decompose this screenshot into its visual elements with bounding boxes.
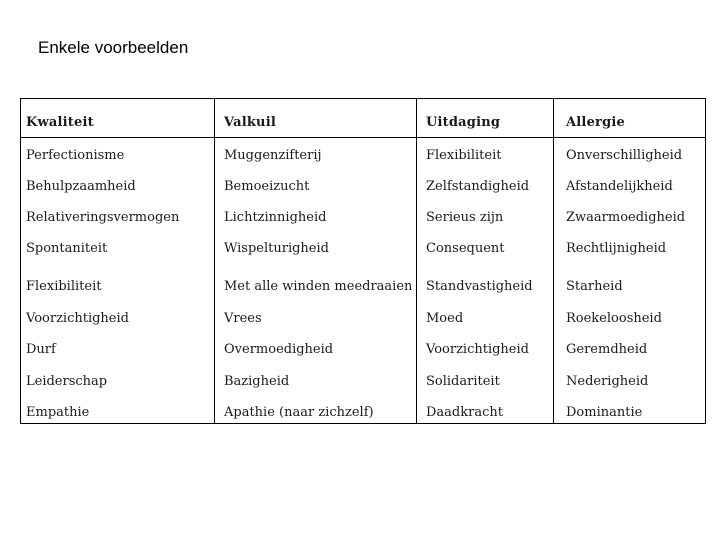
cell-uitdaging: Solidariteit [426,374,500,389]
cell-allergie: Roekeloosheid [566,311,662,326]
cell-valkuil: Bemoeizucht [224,179,310,194]
cell-uitdaging: Standvastigheid [426,279,533,294]
cell-allergie: Starheid [566,279,623,294]
header-uitdaging: Uitdaging [426,115,501,130]
header-allergie: Allergie [566,115,625,130]
cell-uitdaging: Voorzichtigheid [426,342,529,357]
cell-uitdaging: Flexibiliteit [426,148,502,163]
header-divider [21,137,705,138]
qualities-table [20,98,706,424]
header-valkuil: Valkuil [224,115,276,130]
cell-kwaliteit: Empathie [26,405,90,420]
cell-allergie: Afstandelijkheid [566,179,673,194]
column-divider [416,99,417,423]
cell-valkuil: Met alle winden meedraaien [224,279,413,294]
cell-kwaliteit: Behulpzaamheid [26,179,136,194]
cell-valkuil: Apathie (naar zichzelf) [224,405,374,420]
cell-kwaliteit: Leiderschap [26,374,108,389]
header-kwaliteit: Kwaliteit [26,115,94,130]
cell-uitdaging: Consequent [426,241,505,256]
cell-valkuil: Overmoedigheid [224,342,334,357]
cell-uitdaging: Moed [426,311,464,326]
cell-valkuil: Lichtzinnigheid [224,210,327,225]
slide-title: Enkele voorbeelden [38,38,189,57]
cell-valkuil: Vrees [224,311,262,326]
cell-allergie: Geremdheid [566,342,648,357]
column-divider [553,99,554,423]
cell-uitdaging: Zelfstandigheid [426,179,530,194]
cell-kwaliteit: Spontaniteit [26,241,108,256]
cell-valkuil: Bazigheid [224,374,290,389]
cell-allergie: Onverschilligheid [566,148,683,163]
cell-allergie: Dominantie [566,405,643,420]
cell-allergie: Nederigheid [566,374,649,389]
cell-kwaliteit: Durf [26,342,56,357]
cell-allergie: Rechtlijnigheid [566,241,667,256]
cell-valkuil: Wispelturigheid [224,241,329,256]
cell-kwaliteit: Flexibiliteit [26,279,102,294]
cell-uitdaging: Serieus zijn [426,210,504,225]
cell-kwaliteit: Relativeringsvermogen [26,210,180,225]
cell-kwaliteit: Perfectionisme [26,148,125,163]
cell-allergie: Zwaarmoedigheid [566,210,686,225]
cell-valkuil: Muggenzifterij [224,148,322,163]
cell-kwaliteit: Voorzichtigheid [26,311,129,326]
column-divider [214,99,215,423]
cell-uitdaging: Daadkracht [426,405,503,420]
